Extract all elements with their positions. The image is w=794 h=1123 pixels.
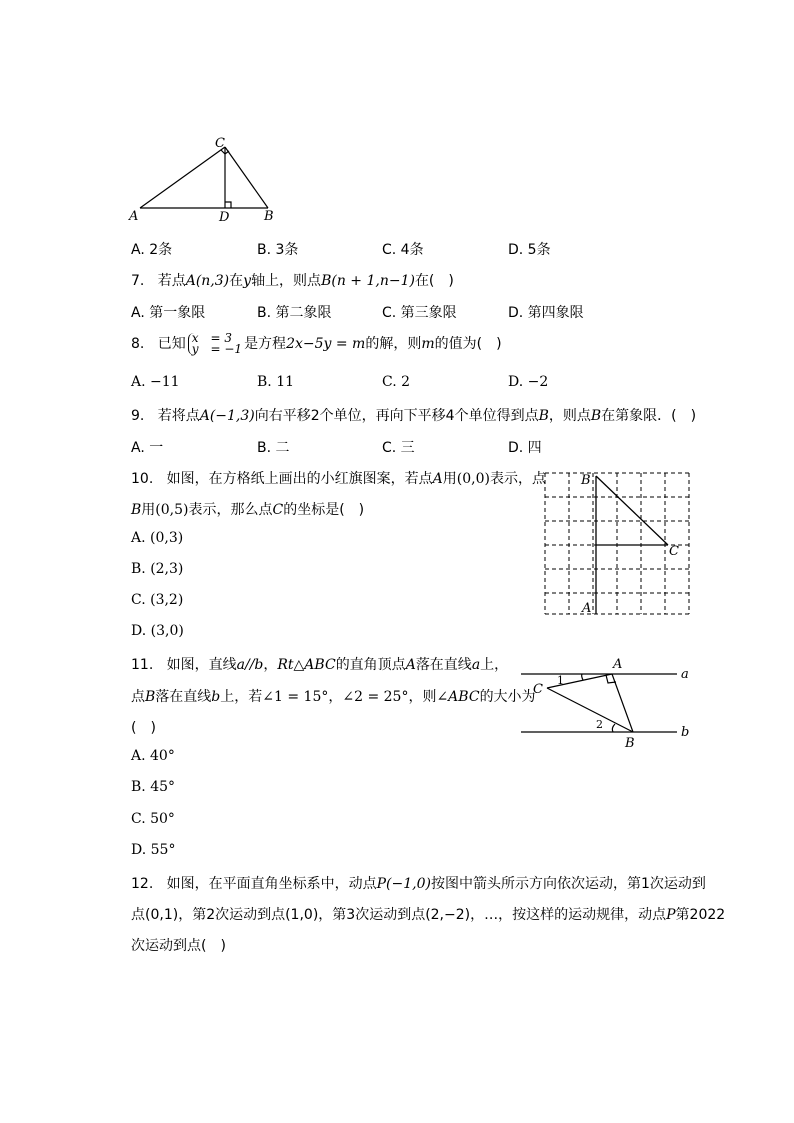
q11-number: 11. [131, 657, 154, 673]
q12-text-1: 如图，在平面直角坐标系中，动点 [166, 876, 377, 892]
q7-text-1: 若点 [157, 273, 186, 289]
grid-flag-figure-q10 [538, 466, 696, 618]
q12-stem-line-2 [131, 904, 725, 924]
q11-line-b: b [211, 689, 221, 705]
q7-text-4: 在( ) [414, 273, 454, 289]
grid-label-c: C [669, 544, 679, 559]
q11-text-4: 落在直线 [415, 657, 472, 673]
q11-answer-blank: ( ) [131, 720, 156, 736]
q8-system-line-1: x = 3 [191, 331, 232, 345]
q8-stem [131, 333, 502, 355]
q8-option-c[interactable]: C. 2 [382, 374, 411, 390]
angle-1-arc [582, 674, 583, 680]
q12-text-2: 按图中箭头所示方向依次运动，第1次运动到 [430, 876, 706, 892]
q12-number: 12. [131, 876, 154, 892]
q9-point-b-1: B [538, 408, 549, 424]
q12-stem-line-1 [131, 873, 706, 893]
q9-option-d[interactable]: D. 四 [508, 440, 542, 456]
fig-label-c-point: C [533, 682, 543, 697]
q12-stem-line-3 [131, 935, 226, 955]
q11-option-c[interactable]: C. 50° [131, 811, 175, 827]
q11-text-3: 的直角顶点 [335, 657, 406, 673]
q12-text-4: 第2022 [675, 907, 726, 923]
q7-point-b: B(n + 1,n−1) [321, 273, 415, 289]
right-angle-mark-d [225, 202, 231, 208]
q12-text-5: 次运动到点( ) [131, 938, 226, 954]
fig-label-angle-1: 1 [557, 674, 564, 687]
angle-2-arc [612, 724, 615, 732]
q11-text-9: ， [328, 689, 343, 705]
fig-label-line-a: a [681, 667, 689, 682]
q11-point-b: B [145, 689, 156, 705]
grid-label-b: B [581, 473, 591, 488]
q11-stem-line-1 [131, 654, 508, 674]
q11-option-d[interactable]: D. 55° [131, 842, 176, 858]
q9-option-c[interactable]: C. 三 [382, 440, 415, 456]
q10-point-c: C [272, 502, 284, 518]
label-d: D [219, 210, 230, 225]
q7-option-d[interactable]: D. 第四象限 [508, 305, 584, 321]
q8-equation-system [188, 333, 242, 355]
q10-option-a[interactable]: A. (0,3) [131, 530, 184, 546]
parallel-lines-figure-q11 [515, 652, 695, 752]
q10-option-c[interactable]: C. (3,2) [131, 592, 184, 608]
right-angle-mark-a [606, 675, 616, 683]
q11-text-8: 上，若 [220, 689, 263, 705]
label-c: C [215, 136, 225, 151]
q10-text-1: 如图，在方格纸上画出的小红旗图案，若点 [166, 471, 433, 487]
fig-label-angle-2: 2 [596, 718, 603, 731]
q11-option-b[interactable]: B. 45° [131, 779, 176, 795]
triangle-figure-q6 [125, 130, 285, 230]
q10-text-6: 的坐标是( ) [283, 502, 365, 518]
q10-point-a: A [432, 471, 443, 487]
q11-parallel: a//b [236, 657, 264, 673]
q6-option-b[interactable]: B. 3条 [257, 242, 299, 258]
fig-label-line-b: b [681, 725, 690, 740]
q11-stem-line-3 [131, 717, 156, 737]
segment-cb [225, 147, 268, 208]
q12-point-p-2: P [666, 907, 676, 923]
segment-cb [547, 688, 633, 732]
q8-equation: 2x−5y = m [286, 336, 366, 352]
q6-option-a[interactable]: A. 2条 [131, 242, 173, 258]
q11-text-5: 上， [480, 657, 509, 673]
grid-label-a: A [582, 601, 592, 616]
q10-text-4: 用 [141, 502, 156, 518]
q6-option-c[interactable]: C. 4条 [382, 242, 424, 258]
q8-number: 8. [131, 336, 145, 352]
q10-option-b[interactable]: B. (2,3) [131, 561, 184, 577]
q7-axis-y: y [243, 273, 252, 289]
label-b: B [264, 209, 274, 224]
fig-label-b-point: B [625, 736, 635, 751]
q10-option-d[interactable]: D. (3,0) [131, 623, 184, 639]
q8-option-d[interactable]: D. −2 [508, 374, 549, 390]
q7-text-3: 轴上，则点 [251, 273, 322, 289]
q10-stem-line-2 [131, 499, 364, 519]
q9-stem [131, 405, 696, 425]
q11-angle-1: ∠1 = 15° [262, 689, 329, 705]
q10-text-5: 表示，那么点 [188, 502, 273, 518]
q8-option-b[interactable]: B. 11 [257, 374, 295, 390]
segment-ac [140, 147, 225, 208]
q11-angle-abc: ∠ABC [436, 689, 480, 705]
q11-triangle: Rt△ABC [277, 657, 336, 673]
q11-text-1: 如图，直线 [166, 657, 237, 673]
q10-point-b: B [131, 502, 142, 518]
q8-text-3: 的解，则 [365, 336, 422, 352]
q8-text-4: 的值为( ) [434, 336, 502, 352]
q7-option-b[interactable]: B. 第二象限 [257, 305, 332, 321]
q12-text-3: 点(0,1)，第2次运动到点(1,0)，第3次运动到点(2,−2)，…，按这样的运动规律，动点 [131, 907, 667, 923]
q8-option-a[interactable]: A. −11 [131, 374, 180, 390]
q11-option-a[interactable]: A. 40° [131, 748, 175, 764]
q11-text-2: ， [263, 657, 278, 673]
q9-point-a: A(−1,3) [199, 408, 255, 424]
q10-text-2: 用 [442, 471, 457, 487]
q7-stem [131, 270, 454, 290]
q10-text-3: 表示，点 [489, 471, 546, 487]
q10-coord-b: (0,5) [155, 502, 189, 518]
q10-coord-a: (0,0) [456, 471, 490, 487]
fig-label-a-point: A [613, 657, 623, 672]
q10-number: 10. [131, 471, 154, 487]
q11-line-a: a [471, 657, 481, 673]
label-a: A [129, 209, 139, 224]
q9-text-1: 若将点 [157, 408, 200, 424]
q9-option-b[interactable]: B. 二 [257, 440, 290, 456]
flag-hypotenuse [596, 476, 668, 545]
q11-stem-line-2 [131, 686, 536, 706]
q6-option-d[interactable]: D. 5条 [508, 242, 551, 258]
q11-text-10: ，则 [408, 689, 437, 705]
q11-text-11: 的大小为 [479, 689, 536, 705]
q9-point-b-2: B [590, 408, 602, 424]
q11-angle-2: ∠2 = 25° [342, 689, 409, 705]
q9-text-4: 在第象限．( ) [601, 408, 697, 424]
q12-point-p: P(−1,0) [376, 876, 431, 892]
q11-point-a: A [405, 657, 416, 673]
q8-system-line-2: y = −1 [191, 342, 243, 356]
q8-text-2: 是方程 [244, 336, 287, 352]
q7-text-2: 在 [229, 273, 244, 289]
q9-option-a[interactable]: A. 一 [131, 440, 164, 456]
q8-text-1: 已知 [157, 336, 186, 352]
q11-text-6: 点 [131, 689, 145, 705]
q9-text-2: 向右平移2个单位，再向下平移4个单位得到点 [254, 408, 539, 424]
q7-number: 7. [131, 273, 145, 289]
q7-point-a: A(n,3) [185, 273, 230, 289]
q11-text-7: 落在直线 [155, 689, 212, 705]
q7-option-a[interactable]: A. 第一象限 [131, 305, 206, 321]
q8-var-m: m [421, 336, 435, 352]
q9-number: 9. [131, 408, 145, 424]
q10-stem-line-1 [131, 468, 546, 488]
q9-text-3: ，则点 [548, 408, 591, 424]
q7-option-c[interactable]: C. 第三象限 [382, 305, 457, 321]
